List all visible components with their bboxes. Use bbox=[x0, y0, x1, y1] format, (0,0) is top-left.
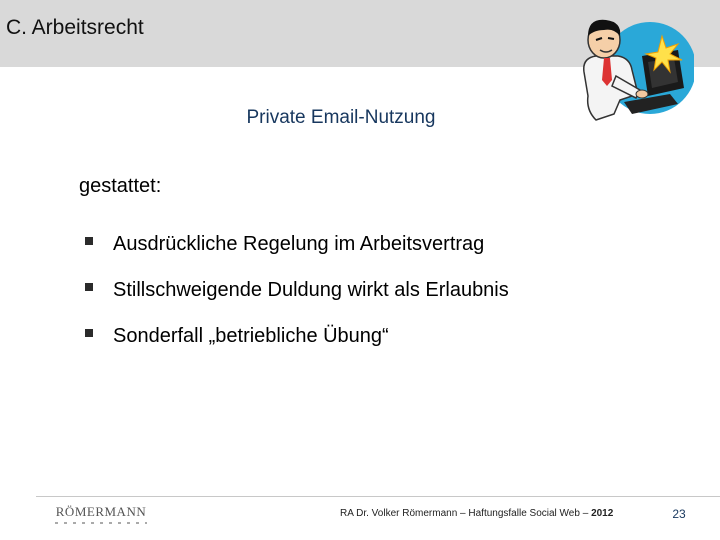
logo-subline bbox=[55, 522, 147, 524]
bullet-text: Ausdrückliche Regelung im Arbeitsvertrag bbox=[113, 232, 485, 255]
page-number: 23 bbox=[672, 507, 686, 521]
bullet-item bbox=[85, 324, 509, 348]
roemermann-logo bbox=[53, 505, 149, 531]
footer-year: 2012 bbox=[591, 508, 614, 519]
section-title: C. Arbeitsrecht bbox=[6, 16, 144, 39]
slide-title: Private Email-Nutzung bbox=[246, 107, 436, 128]
square-bullet-icon bbox=[85, 283, 93, 291]
bullet-text: Stillschweigende Duldung wirkt als Erlaubnis bbox=[113, 278, 509, 301]
bullet-item bbox=[85, 278, 509, 302]
bullet-text: Sonderfall „betriebliche Übung“ bbox=[113, 324, 389, 347]
intro-text: gestattet: bbox=[79, 175, 162, 197]
square-bullet-icon bbox=[85, 329, 93, 337]
logo-text: RÖMERMANN bbox=[55, 504, 147, 519]
footer-divider bbox=[36, 496, 720, 497]
square-bullet-icon bbox=[85, 237, 93, 245]
footer-text bbox=[340, 508, 613, 519]
footer-credit: RA Dr. Volker Römermann – Haftungsfalle Social Web – bbox=[340, 508, 589, 519]
bullet-list bbox=[85, 232, 509, 370]
bullet-item bbox=[85, 232, 509, 256]
